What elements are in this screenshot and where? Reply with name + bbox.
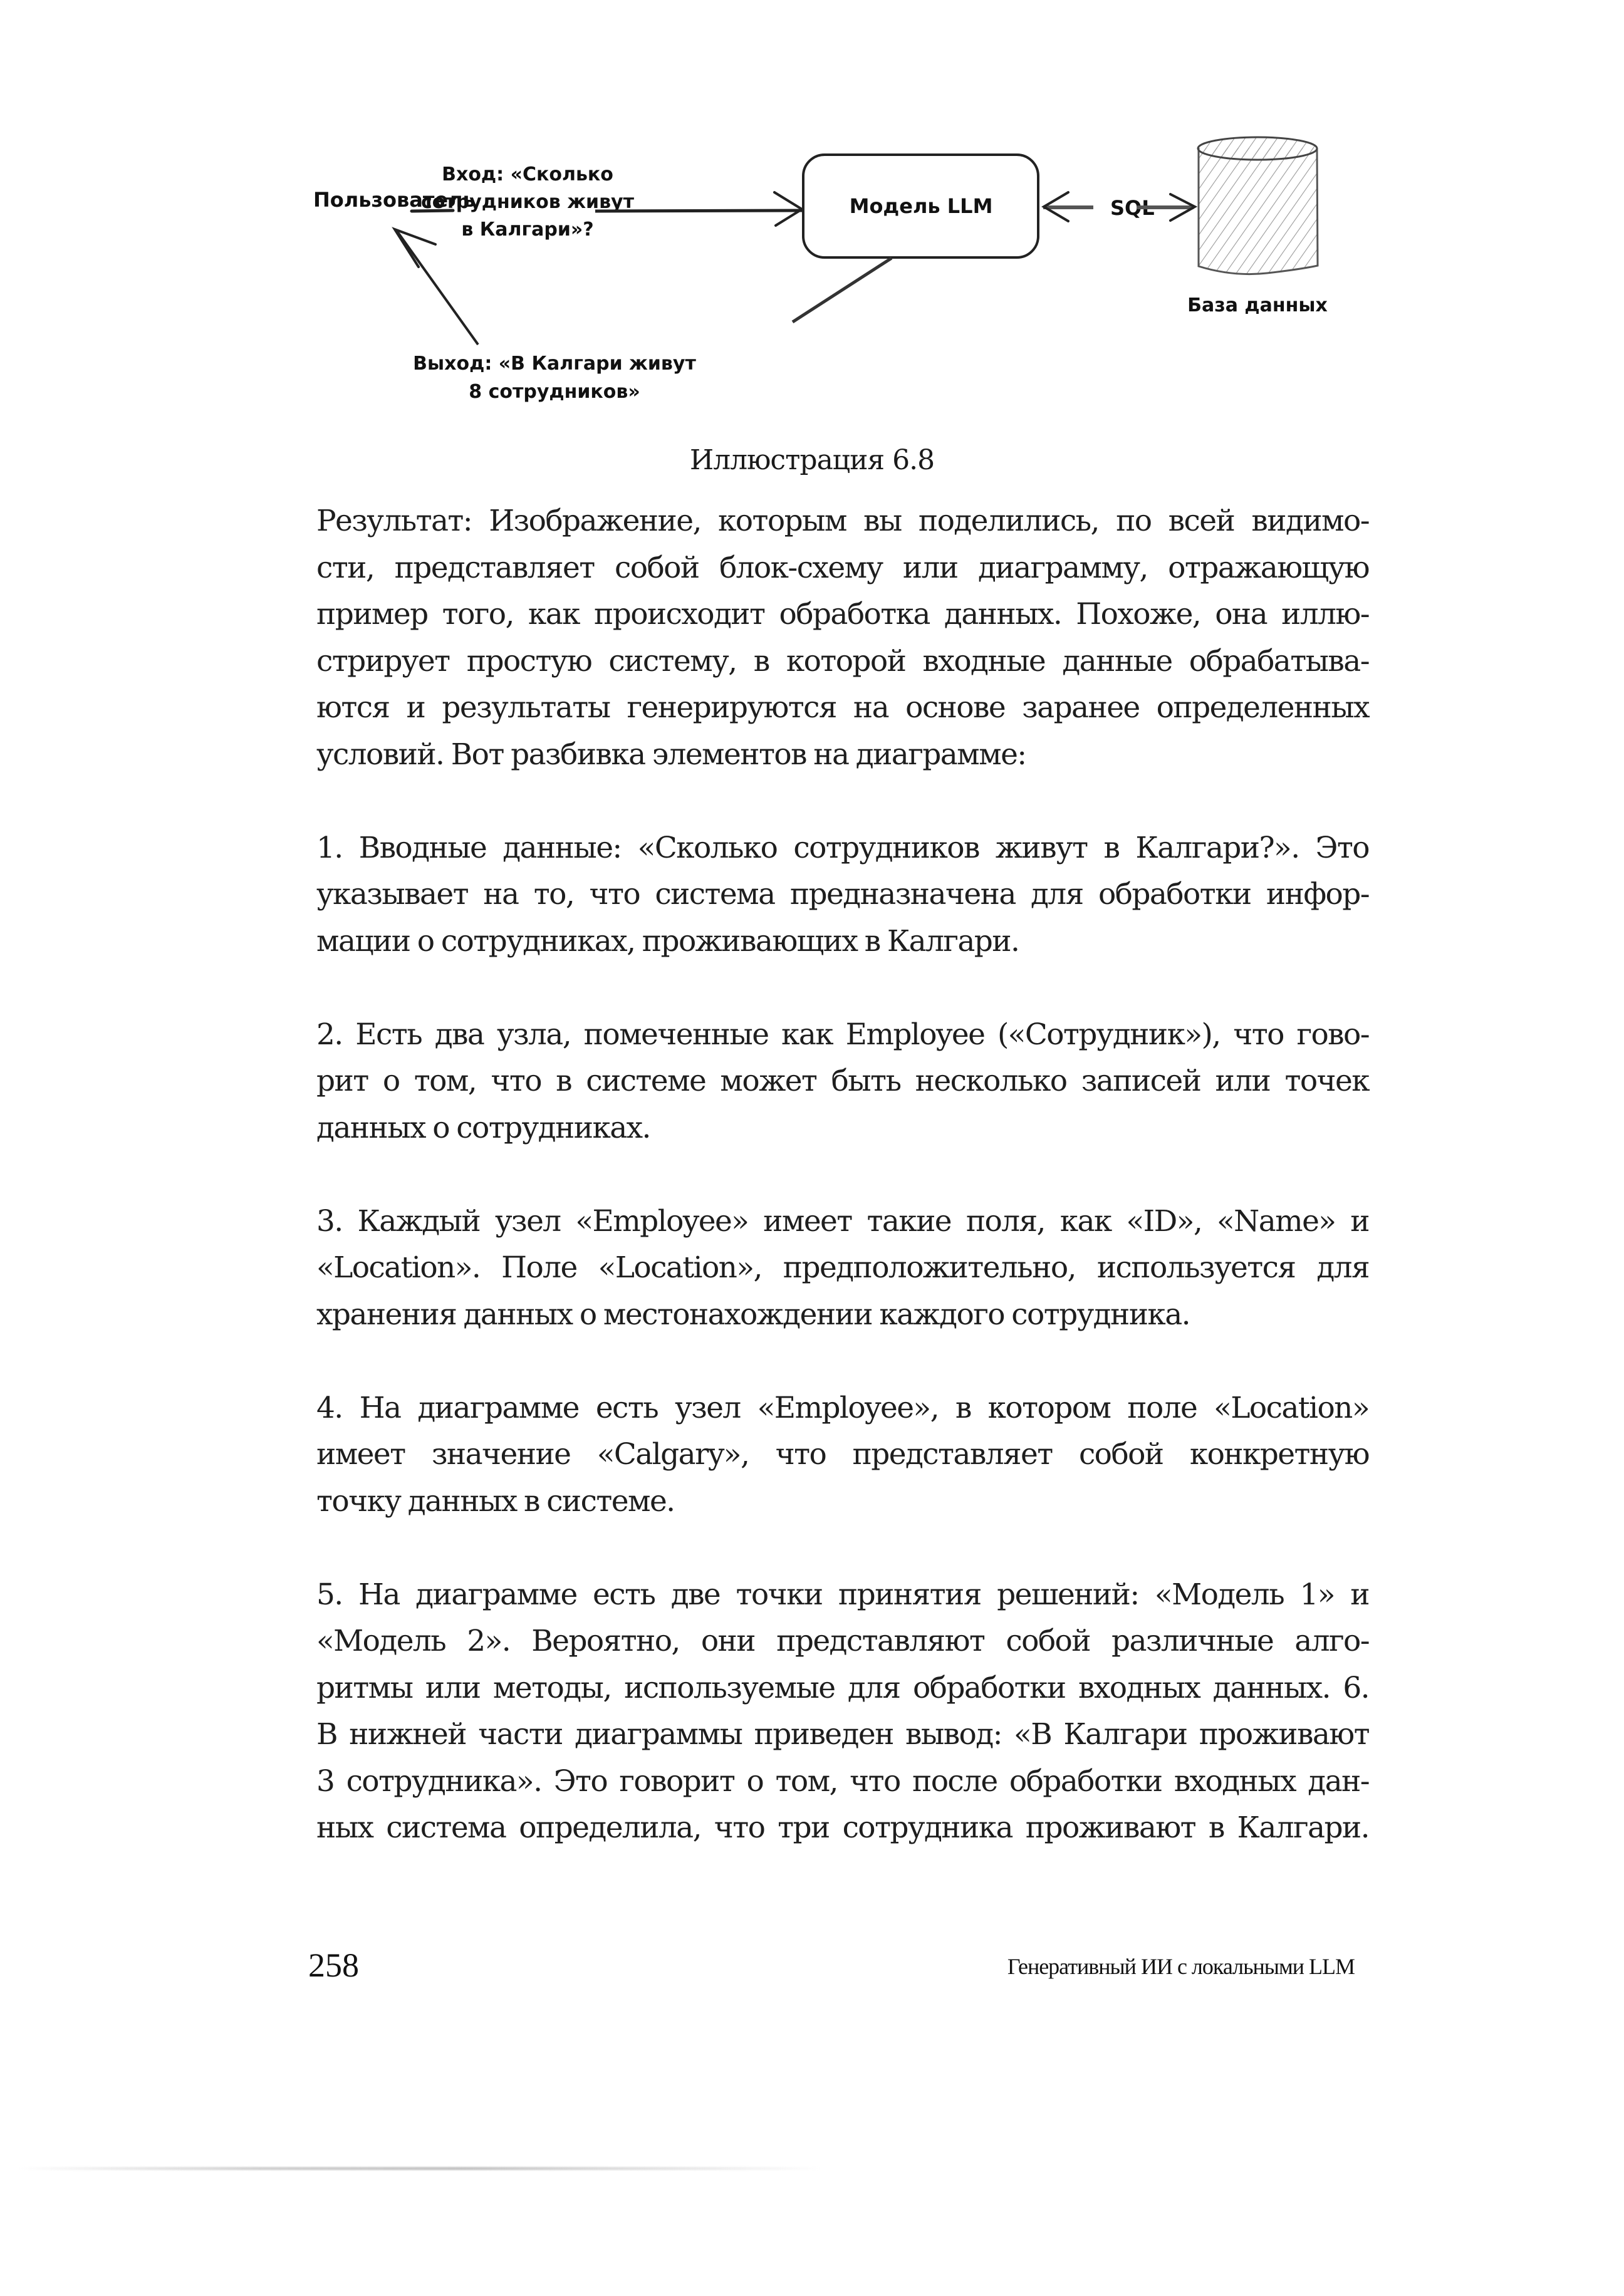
page-number: 258 bbox=[308, 1946, 359, 1984]
text-line: мации о сотрудниках, проживающих в Калгари. bbox=[316, 923, 1019, 958]
paragraph-item-1 bbox=[316, 825, 1369, 965]
text-line: хранения данных о местонахождении каждого сотрудника. bbox=[316, 1297, 1190, 1332]
paragraph-item-3 bbox=[316, 1198, 1369, 1339]
text-line: «Модель 2». Вероятно, они представляют собой различные алго- bbox=[316, 1624, 1369, 1658]
svg-text:8 сотрудников»: 8 сотрудников» bbox=[469, 381, 640, 403]
sql-label: SQL bbox=[1110, 196, 1155, 220]
svg-text:Выход: «В Калгари живут: Выход: «В Калгари живут bbox=[413, 353, 696, 375]
running-title: Генеративный ИИ с локальными LLM bbox=[1007, 1954, 1355, 1979]
figure-caption: Иллюстрация 6.8 bbox=[689, 444, 935, 476]
text-line: 1. Вводные данные: «Сколько сотрудников живут в Калгари?». Это bbox=[316, 830, 1369, 865]
text-line: ются и результаты генерируются на основе заранее определенных bbox=[316, 690, 1369, 725]
input-arrow-line-right bbox=[595, 210, 802, 211]
input-arrowhead-icon bbox=[774, 192, 802, 226]
llm-model-label: Модель LLM bbox=[849, 194, 993, 218]
input-label bbox=[421, 164, 635, 241]
text-line: пример того, как происходит обработка данных. Похоже, она иллю- bbox=[316, 597, 1369, 631]
svg-text:Вход: «Сколько: Вход: «Сколько bbox=[442, 164, 613, 185]
text-line: 3. Каждый узел «Employee» имеет такие поля, как «ID», «Name» и bbox=[316, 1203, 1369, 1239]
llm-sql-flow-diagram bbox=[301, 125, 1378, 426]
paragraph-item-5 bbox=[316, 1572, 1369, 1852]
svg-text:сотрудников живут: сотрудников живут bbox=[421, 191, 634, 213]
text-line: условий. Вот разбивка элементов на диаграмме: bbox=[316, 737, 1026, 772]
text-line: точку данных в системе. bbox=[316, 1483, 675, 1519]
output-arrow-line-right bbox=[793, 258, 892, 322]
paragraph-item-2 bbox=[316, 1012, 1369, 1152]
svg-text:в Калгари»?: в Калгари»? bbox=[461, 219, 594, 241]
text-line: сти, представляет собой блок-схему или диаграмму, отражающую bbox=[316, 550, 1369, 585]
output-label bbox=[413, 353, 696, 403]
scan-artifact-divider bbox=[19, 2167, 821, 2170]
user-node-label: Пользователь bbox=[313, 188, 476, 212]
database-label: База данных bbox=[1187, 294, 1328, 316]
text-line: 3 сотрудника». Это говорит о том, что после обработки входных дан- bbox=[316, 1764, 1369, 1799]
paragraph-intro bbox=[316, 498, 1369, 778]
text-line: 4. На диаграмме есть узел «Employee», в котором поле «Location» bbox=[316, 1390, 1369, 1425]
text-line: ритмы или методы, используемые для обработки входных данных. 6. bbox=[316, 1670, 1369, 1705]
text-line: данных о сотрудниках. bbox=[316, 1110, 650, 1145]
output-arrow-line-left bbox=[397, 231, 478, 345]
text-line: В нижней части диаграммы приведен вывод: «В Калгари проживают bbox=[316, 1717, 1369, 1752]
text-line: 2. Есть два узла, помеченные как Employee («Сотрудник»), что гово- bbox=[316, 1017, 1369, 1052]
database-cylinder-icon bbox=[1198, 137, 1318, 274]
text-line: «Location». Поле «Location», предположительно, используется для bbox=[316, 1250, 1369, 1285]
text-line: указывает на то, что система предназначена для обработки инфор- bbox=[316, 877, 1369, 912]
paragraph-item-4 bbox=[316, 1385, 1369, 1525]
text-line: Результат: Изображение, которым вы поделились, по всей видимо- bbox=[316, 504, 1369, 538]
text-line: 5. На диаграмме есть две точки принятия решений: «Модель 1» и bbox=[316, 1577, 1369, 1612]
body-text bbox=[316, 498, 1369, 1898]
text-line: рит о том, что в системе может быть несколько записей или точек bbox=[316, 1064, 1369, 1098]
text-line: ных система определила, что три сотрудника проживают в Калгари. bbox=[316, 1810, 1369, 1845]
text-line: имеет значение «Calgary», что представляет собой конкретную bbox=[316, 1437, 1369, 1472]
text-line: стрирует простую систему, в которой входные данные обрабатыва- bbox=[316, 643, 1369, 678]
